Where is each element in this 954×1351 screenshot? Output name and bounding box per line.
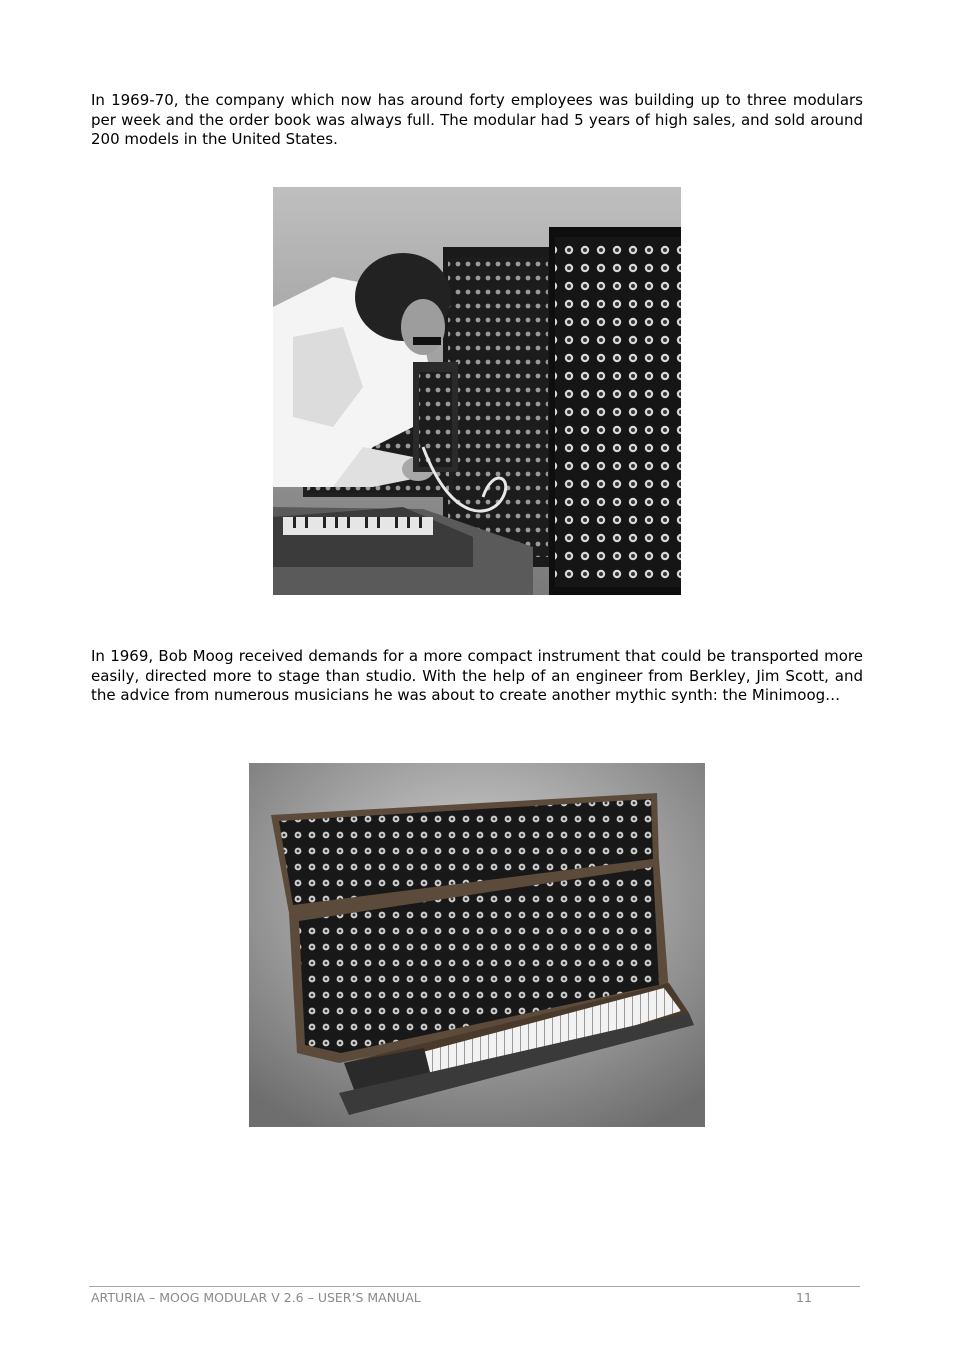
footer-manual-title: ARTURIA – MOOG MODULAR V 2.6 – USER’S MANUAL — [91, 1290, 421, 1305]
photo-man-illustration — [273, 187, 681, 595]
paragraph-minimoog-origin: In 1969, Bob Moog received demands for a more compact instrument that could be transported more easily, directed more to stage than studio. With the help of an engineer from Berkley, Jim Scott, and the advice from numerous musicians he was about to create another mythic synth: the Minimoog… — [91, 647, 863, 704]
footer-page-number: 11 — [796, 1290, 812, 1305]
photo-modular-illustration — [249, 763, 705, 1127]
footer-divider — [89, 1286, 860, 1287]
photo-man-working-on-modular — [273, 187, 681, 595]
paragraph-modular-sales: In 1969-70, the company which now has around forty employees was building up to three modulars per week and the order book was always full. The modular had 5 years of high sales, and sold around 200 models in the United States. — [91, 91, 863, 148]
photo-moog-modular-system — [249, 763, 705, 1127]
